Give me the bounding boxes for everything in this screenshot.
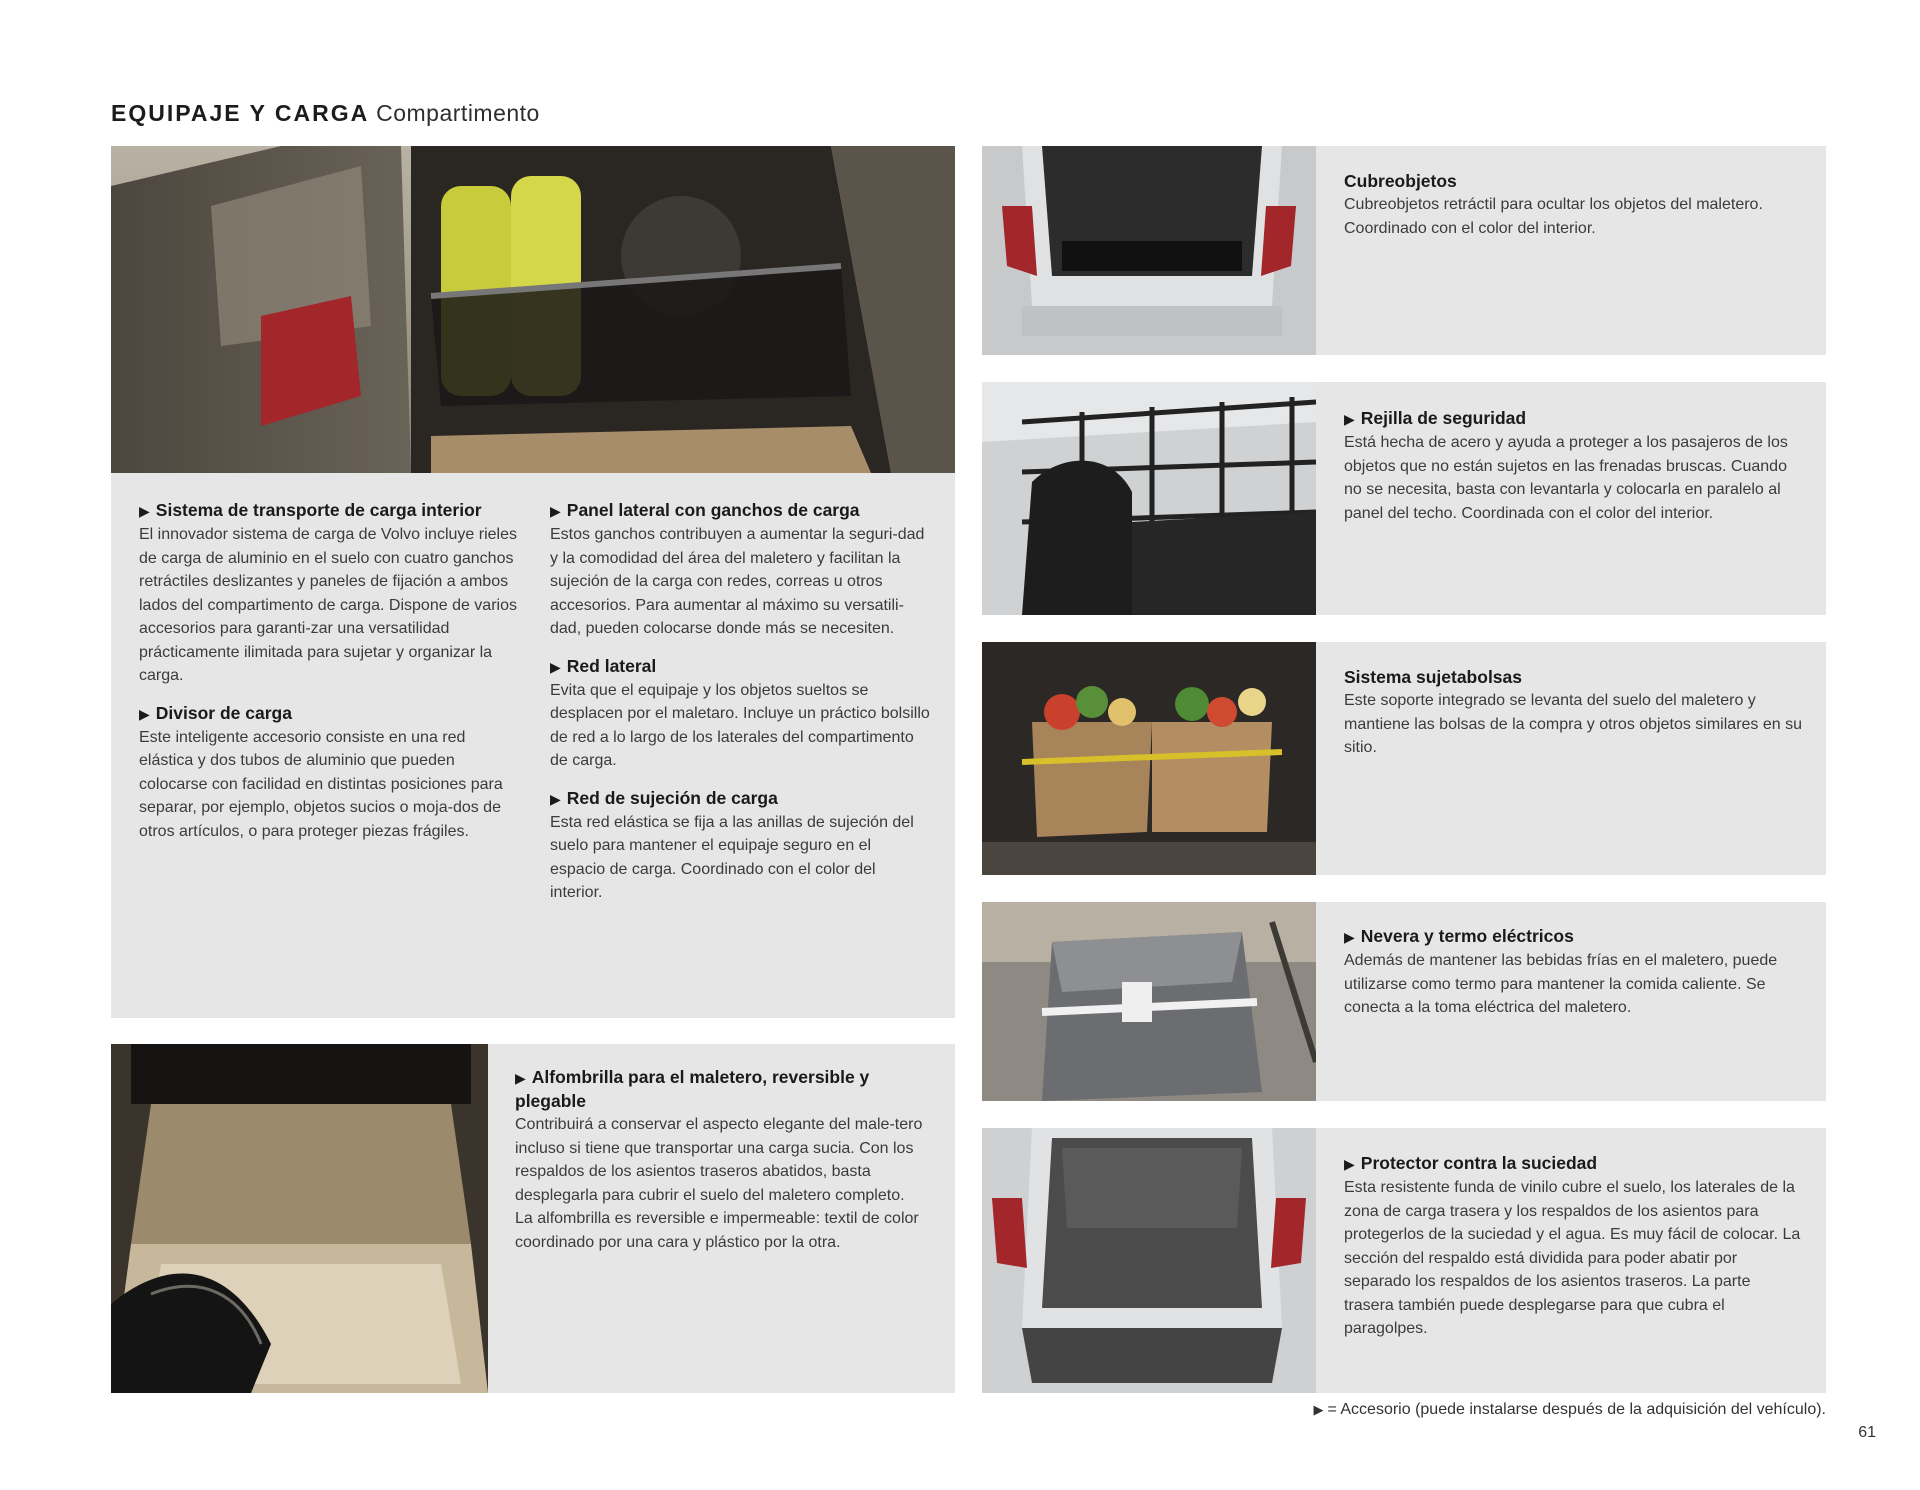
- accessory-marker-icon: ▶: [1344, 411, 1355, 427]
- accessory-marker-icon: ▶: [1344, 1156, 1355, 1172]
- column-sujetabolsas: [1344, 666, 1804, 774]
- item-title: ▶ Alfombrilla para el maletero, reversible y plegable: [515, 1067, 870, 1111]
- item-divisor: [139, 702, 519, 844]
- item-text: Este inteligente accesorio consiste en una red elástica y dos tubos de aluminio que pueden colocarse con facilidad en distintas posiciones para separar, por ejemplo, objetos sucios o moja-dos de otros artículos, o para proteger piezas frágiles.: [139, 728, 503, 840]
- accessory-marker-icon: ▶: [550, 658, 561, 675]
- item-text: Está hecha de acero y ayuda a proteger a los pasajeros de los objetos que no están sujetos en las frenadas bruscas. Cuando no se necesita, basta con levantarla y colocarla en paralelo al panel del techo. Coordinada con el color del interior.: [1344, 434, 1788, 522]
- photo-cargo-system-illustration: [111, 146, 955, 473]
- photo-cubreobjetos: [982, 146, 1316, 355]
- accessory-marker-icon: ▶: [139, 705, 150, 722]
- column-left: [139, 499, 519, 857]
- item-text: Este soporte integrado se levanta del suelo del maletero y mantiene las bolsas de la compra y otros objetos similares en su sitio.: [1344, 692, 1802, 756]
- column-alfombrilla: [515, 1066, 925, 1268]
- item-title: Cubreobjetos: [1344, 171, 1457, 191]
- photo-sujetabolsas: [982, 642, 1316, 875]
- photo-rejilla-illustration: [982, 382, 1316, 615]
- item-nevera: [1344, 925, 1804, 1020]
- item-title: ▶ Red lateral: [550, 655, 657, 676]
- column-cubreobjetos: [1344, 170, 1804, 254]
- item-sistema-transporte: [139, 499, 519, 688]
- item-rejilla: [1344, 407, 1804, 525]
- item-text: Estos ganchos contribuyen a aumentar la seguri-dad y la comodidad del área del maletero y facilitan la sujeción de la carga con redes, correas u otros accesorios. Para aumentar al máximo su versatili-dad, pueden colocarse donde más se necesiten.: [550, 526, 925, 637]
- item-panel-lateral: [550, 499, 930, 641]
- photo-cubreobjetos-illustration: [982, 146, 1316, 355]
- photo-protector: [982, 1128, 1316, 1393]
- item-red-sujecion: [550, 787, 930, 905]
- column-rejilla: [1344, 407, 1804, 539]
- accessory-marker-icon: ▶: [550, 790, 561, 807]
- item-title: ▶ Divisor de carga: [139, 702, 292, 723]
- photo-alfombrilla: [111, 1044, 488, 1393]
- photo-protector-illustration: [982, 1128, 1316, 1393]
- column-right: [550, 499, 930, 919]
- photo-alfombrilla-illustration: [111, 1044, 488, 1393]
- photo-nevera: [982, 902, 1316, 1101]
- photo-cargo-system: [111, 146, 955, 473]
- accessory-marker-icon: ▶: [515, 1070, 526, 1086]
- item-text: Además de mantener las bebidas frías en el maletero, puede utilizarse como termo para mantener la comida caliente. Se conecta a la toma eléctrica del maletero.: [1344, 952, 1778, 1016]
- item-cubreobjetos: [1344, 170, 1804, 240]
- item-text: El innovador sistema de carga de Volvo incluye rieles de carga de aluminio en el suelo con cuatro ganchos retráctiles deslizantes y paneles de fijación a ambos lados del compartimento de carga. Dispone de varios accesorios para garanti-zar una versatilidad prácticamente ilimitada para sujetar y organizar la carga.: [139, 526, 517, 684]
- item-title: ▶ Rejilla de seguridad: [1344, 408, 1527, 428]
- item-text: Esta resistente funda de vinilo cubre el suelo, los laterales de la zona de carga trasera y los respaldos de los asientos para protegerlos de la suciedad y el agua. Es muy fácil de colocar. La sección del respaldo está dividida para poder abatir por separado los respaldos de los asientos traseros. La parte trasera también puede desplegarse para que cubra el paragolpes.: [1344, 1179, 1801, 1337]
- item-title: Sistema sujetabolsas: [1344, 667, 1522, 687]
- footnote: [1313, 1401, 1826, 1419]
- item-protector: [1344, 1152, 1804, 1341]
- item-title: ▶ Panel lateral con ganchos de carga: [550, 500, 860, 520]
- accessory-marker-icon: ▶: [550, 503, 561, 519]
- item-title: ▶ Red de sujeción de carga: [550, 787, 778, 808]
- column-protector: [1344, 1152, 1804, 1355]
- photo-rejilla: [982, 382, 1316, 615]
- item-alfombrilla: [515, 1066, 925, 1254]
- column-nevera: [1344, 925, 1804, 1034]
- section-heading: [111, 100, 540, 127]
- footnote-text: = Accesorio (puede instalarse después de la adquisición del vehículo).: [1327, 1401, 1826, 1418]
- accessory-marker-icon: ▶: [1313, 1402, 1324, 1417]
- item-text: Evita que el equipaje y los objetos sueltos se desplacen por el maletaro. Incluye un práctico bolsillo de red a lo largo de los laterales del compartimento de carga.: [550, 681, 930, 769]
- photo-nevera-illustration: [982, 902, 1316, 1101]
- item-sujetabolsas: [1344, 666, 1804, 760]
- photo-sujetabolsas-illustration: [982, 642, 1316, 875]
- item-red-lateral: [550, 655, 930, 773]
- item-text: Cubreobjetos retráctil para ocultar los objetos del maletero. Coordinado con el color del interior.: [1344, 196, 1763, 237]
- item-title: ▶ Protector contra la suciedad: [1344, 1153, 1598, 1173]
- item-title: ▶ Sistema de transporte de carga interior: [139, 500, 482, 520]
- accessory-marker-icon: ▶: [139, 503, 150, 519]
- item-text: Esta red elástica se fija a las anillas de sujeción del suelo para mantener el equipaje seguro en el espacio de carga. Coordinado con el color del interior.: [550, 813, 914, 901]
- item-title: ▶ Nevera y termo eléctricos: [1344, 926, 1574, 946]
- section-title: EQUIPAJE Y CARGA: [111, 100, 370, 126]
- item-text: Contribuirá a conservar el aspecto elegante del male-tero incluso si tiene que transportar una carga sucia. Con los respaldos de los asientos traseros abatidos, basta desplegarla para cubrir el suelo del maletero completo. La alfombrilla es reversible e impermeable: textil de color coordinado por una cara y plástico por la otra.: [515, 1116, 923, 1251]
- accessory-marker-icon: ▶: [1344, 929, 1355, 945]
- page-number: 61: [1858, 1424, 1876, 1441]
- section-subtitle: Compartimento: [376, 100, 540, 126]
